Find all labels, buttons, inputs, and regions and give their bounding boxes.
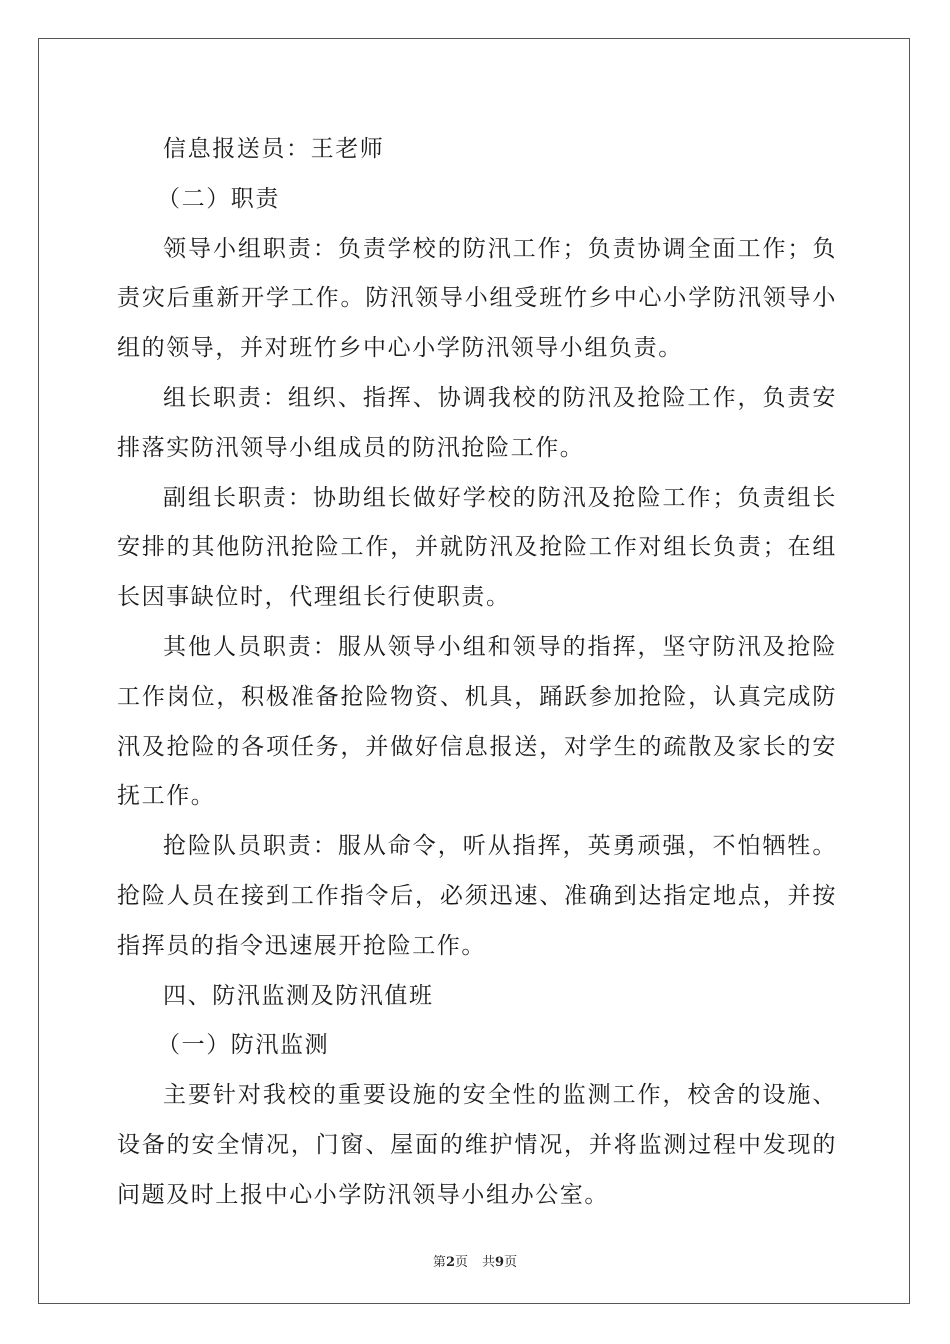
- paragraph: 主要针对我校的重要设施的安全性的监测工作，校舍的设施、设备的安全情况，门窗、屋面的维护情况，并将监测过程中发现的问题及时上报中心小学防汛领导小组办公室。: [117, 1082, 837, 1208]
- section-heading: 四、防汛监测及防汛值班: [163, 982, 434, 1009]
- section-heading: （一）防汛监测: [157, 1032, 330, 1059]
- paragraph: 副组长职责：协助组长做好学校的防汛及抢险工作；负责组长安排的其他防汛抢险工作，并就防汛及抢险工作对组长负责；在组长因事缺位时，代理组长行使职责。: [117, 484, 837, 611]
- page-prefix: 第: [432, 1255, 446, 1270]
- paragraph: 其他人员职责：服从领导小组和领导的指挥，坚守防汛及抢险工作岗位，积极准备抢险物资、机具，踊跃参加抢险，认真完成防汛及抢险的各项任务，并做好信息报送，对学生的疏散及家长的安抚工作。: [117, 633, 837, 810]
- document-body: [117, 125, 837, 1221]
- page-number: 2: [445, 1255, 455, 1270]
- section-heading: （二）职责: [157, 185, 280, 212]
- total-prefix: 共: [482, 1255, 496, 1270]
- page-footer: [0, 1251, 950, 1270]
- total-suffix: 页: [504, 1255, 518, 1270]
- paragraph: 组长职责：组织、指挥、协调我校的防汛及抢险工作，负责安排落实防汛领导小组成员的防汛抢险工作。: [117, 384, 837, 461]
- paragraph: 信息报送员：王老师: [163, 136, 385, 162]
- paragraph: 抢险队员职责：服从命令，听从指挥，英勇顽强，不怕牺牲。抢险人员在接到工作指令后，必须迅速、准确到达指定地点，并按指挥员的指令迅速展开抢险工作。: [117, 833, 837, 959]
- paragraph: 领导小组职责：负责学校的防汛工作；负责协调全面工作；负责灾后重新开学工作。防汛领导小组受班竹乡中心小学防汛领导小组的领导，并对班竹乡中心小学防汛领导小组负责。: [117, 235, 837, 362]
- total-pages: 9: [495, 1255, 505, 1270]
- page-suffix: 页: [454, 1255, 468, 1270]
